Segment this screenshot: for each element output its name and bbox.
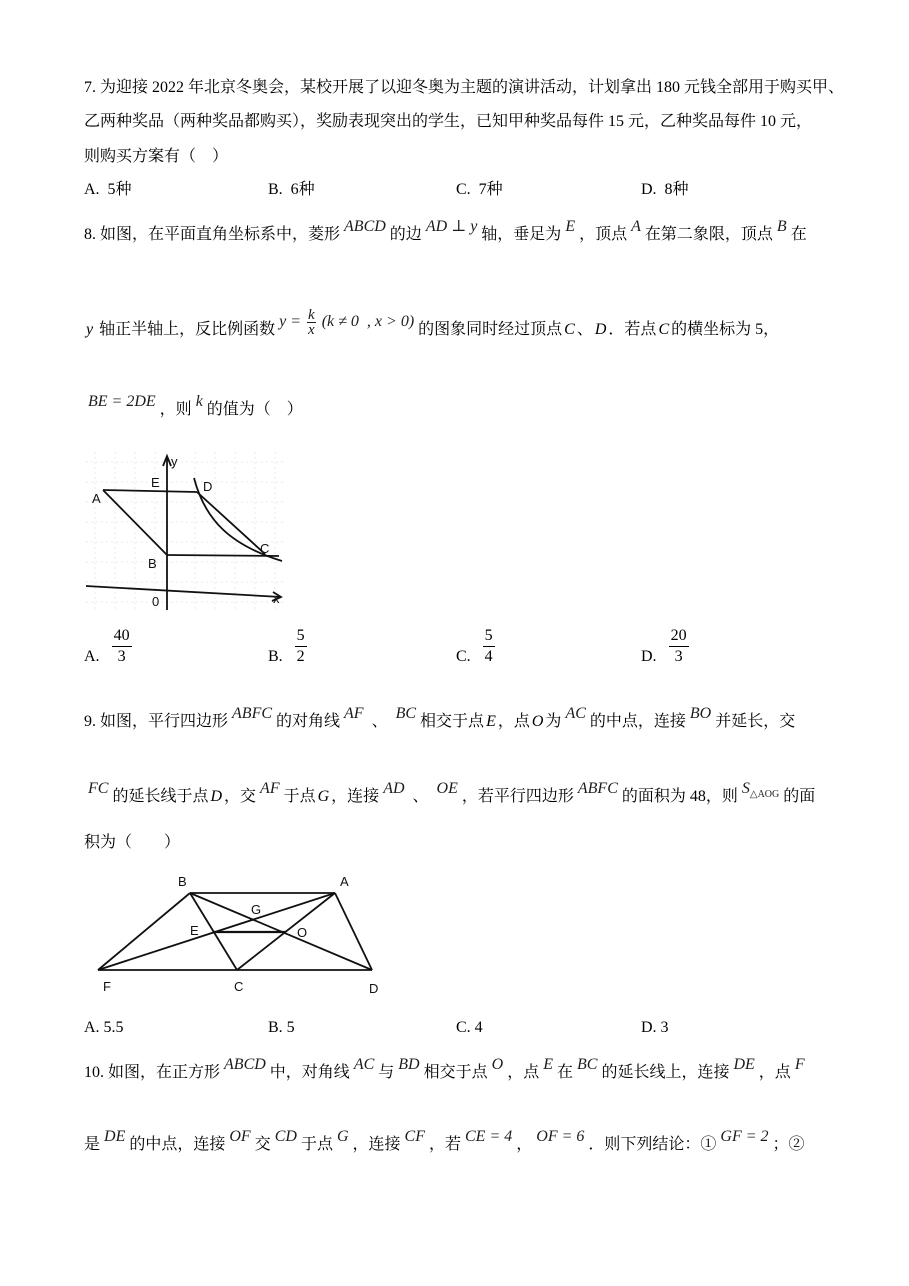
- q7-option-a[interactable]: [84, 180, 132, 200]
- math-expression: ABCD: [224, 1056, 266, 1073]
- math-area-symbol: [741, 780, 780, 801]
- fraction: [112, 626, 132, 667]
- q9-line-2: [84, 780, 816, 807]
- math-expression: (k ≠ 0: [321, 313, 359, 330]
- fraction-denominator: x: [308, 321, 315, 338]
- italic-variable: C: [564, 321, 575, 338]
- text-run: ，连接: [331, 788, 380, 805]
- q9-line-3: [84, 833, 180, 853]
- label-origin: 0: [152, 594, 160, 609]
- text-run: 轴，垂足为: [481, 226, 562, 243]
- fraction: [669, 626, 689, 667]
- italic-variable: E: [486, 713, 496, 730]
- text-run: 7. 为迎接 2022 年北京冬奥会，某校开展了以迎冬奥为主题的演讲活动，计划拿出 180 元钱全部用于购买甲、: [84, 79, 845, 96]
- fraction-numerator: 5: [483, 626, 495, 647]
- math-expression: B: [776, 218, 787, 235]
- figure-grid: [86, 452, 284, 610]
- label-point-o: O: [297, 925, 308, 940]
- math-expression: E: [543, 1056, 553, 1073]
- math-expression: E: [565, 218, 576, 235]
- math-expression: O: [491, 1056, 504, 1073]
- label-point-c: C: [234, 979, 244, 994]
- text-run: 的对角线: [276, 713, 341, 730]
- text-run: ，若平行四边形: [461, 788, 574, 805]
- text-run: 的中点，连接: [129, 1136, 226, 1153]
- math-expression: ABFC: [232, 705, 273, 722]
- q7-option-d[interactable]: [641, 180, 689, 200]
- q9-parallelogram-figure: [90, 865, 390, 1000]
- q8-option-a[interactable]: [84, 626, 135, 667]
- text-run: 的面积为 48，则: [621, 788, 738, 805]
- text-run: 在第二象限，顶点: [644, 226, 773, 243]
- text-run: 为: [545, 713, 562, 730]
- math-expression: AC: [565, 705, 586, 722]
- fraction: [306, 308, 317, 337]
- label-x-axis: x: [273, 591, 280, 606]
- q7-option-c[interactable]: [456, 180, 503, 200]
- math-expression: k: [195, 393, 203, 410]
- text-run: ，顶点: [579, 226, 628, 243]
- q7-line-1: [84, 78, 844, 98]
- text-run: A.: [84, 648, 100, 665]
- label-point-a: A: [340, 874, 349, 889]
- math-expression: BD: [398, 1056, 420, 1073]
- text-run: 10. 如图，在正方形: [84, 1064, 221, 1081]
- italic-variable: O: [531, 713, 544, 730]
- fraction: [483, 626, 495, 667]
- q8-line-1: [84, 218, 807, 245]
- label-point-e: E: [151, 475, 160, 490]
- text-run: 的中点，连接: [589, 713, 686, 730]
- label-point-g: G: [251, 902, 262, 917]
- italic-variable: y: [86, 321, 94, 338]
- text-run: D. 8种: [641, 181, 689, 198]
- text-run: 的延长线于点: [112, 788, 209, 805]
- label-point-c: C: [260, 541, 270, 556]
- q9-option-b[interactable]: [268, 1018, 295, 1038]
- q8-option-c[interactable]: [456, 626, 498, 667]
- label-point-f: F: [103, 979, 111, 994]
- text-run: 的值为（ ）: [206, 401, 303, 418]
- text-run: ，点: [497, 713, 530, 730]
- text-run: 、: [367, 713, 392, 730]
- text-run: D.: [641, 648, 657, 665]
- text-run: 于点: [283, 788, 316, 805]
- math-base: S: [741, 780, 750, 797]
- math-expression: BE = 2DE: [88, 393, 156, 410]
- text-run: 的延长线上，连接: [601, 1064, 730, 1081]
- fraction-denominator: 3: [117, 648, 126, 665]
- text-run: 轴正半轴上，反比例函数: [95, 321, 276, 338]
- label-y-axis: y: [171, 454, 178, 469]
- math-expression: AF: [344, 705, 364, 722]
- label-point-d: D: [369, 981, 379, 996]
- fraction-numerator: k: [308, 306, 315, 323]
- text-run: 的边: [389, 226, 422, 243]
- fraction-numerator: 5: [295, 626, 307, 647]
- text-run: ，连接: [352, 1136, 401, 1153]
- text-run: 交: [254, 1136, 271, 1153]
- math-expression: ABFC: [577, 780, 618, 797]
- math-expression: AD ⊥ y: [425, 218, 478, 235]
- text-run: 在: [790, 226, 807, 243]
- math-subscript: △AOG: [749, 789, 780, 801]
- text-run: D. 3: [641, 1019, 669, 1036]
- math-expression: BC: [395, 705, 417, 722]
- q8-line-2: [84, 306, 780, 340]
- label-point-e: E: [190, 923, 199, 938]
- italic-variable: D: [594, 321, 607, 338]
- q8-option-b[interactable]: [268, 626, 310, 667]
- text-run: ，则: [159, 401, 192, 418]
- fraction-numerator: 20: [669, 626, 689, 647]
- text-run: 相交于点: [423, 1064, 488, 1081]
- math-expression: OE: [436, 780, 458, 797]
- text-run: 并延长，交: [715, 713, 796, 730]
- math-expression: ABCD: [344, 218, 386, 235]
- q7-option-b[interactable]: [268, 180, 315, 200]
- italic-variable: D: [210, 788, 223, 805]
- text-run: 于点: [300, 1136, 333, 1153]
- fraction-numerator: 40: [112, 626, 132, 647]
- math-expression: OF = 6: [536, 1128, 585, 1145]
- math-expression: BO: [689, 705, 712, 722]
- text-run: C.: [456, 648, 471, 665]
- text-run: C. 7种: [456, 181, 503, 198]
- rhombus-side-ad: [103, 490, 197, 492]
- text-run: 的图象同时经过顶点: [418, 321, 563, 338]
- math-expression: DE: [733, 1056, 755, 1073]
- math-expression: CF: [404, 1128, 425, 1145]
- q9-option-c[interactable]: [456, 1018, 483, 1038]
- q9-line-1: [84, 705, 796, 732]
- math-expression: FC: [88, 780, 109, 797]
- text-run: 8. 如图，在平面直角坐标系中，菱形: [84, 226, 341, 243]
- math-expression: AC: [353, 1056, 375, 1073]
- text-run: ，若: [428, 1136, 461, 1153]
- italic-variable: C: [658, 321, 670, 338]
- text-run: ，交: [224, 788, 257, 805]
- fraction-denominator: 2: [296, 648, 305, 665]
- math-expression: GF = 2: [720, 1128, 769, 1145]
- math-expression: CE = 4: [465, 1128, 513, 1145]
- math-expression: DE: [104, 1128, 126, 1145]
- segment-bf: [98, 893, 190, 970]
- text-run: 的面: [783, 788, 816, 805]
- q8-line-3: [84, 393, 303, 420]
- segment-ad: [335, 893, 372, 970]
- text-run: 乙两种奖品（两种奖品都购买），奖励表现突出的学生，已知甲种奖品每件 15 元，乙种奖品每件 10 元，: [84, 113, 813, 130]
- text-run: 与: [378, 1064, 395, 1081]
- text-run: 相交于点: [420, 713, 485, 730]
- math-expression: , x > 0): [366, 313, 415, 330]
- fraction: [295, 626, 307, 667]
- text-run: A. 5.5: [84, 1019, 124, 1036]
- math-expression: OF: [229, 1128, 251, 1145]
- text-run: C. 4: [456, 1019, 483, 1036]
- q7-line-3: [84, 147, 228, 167]
- label-point-d: D: [203, 479, 213, 494]
- text-run: B.: [268, 648, 283, 665]
- fraction-denominator: 4: [484, 648, 493, 665]
- text-run: B. 6种: [268, 181, 315, 198]
- italic-variable: G: [317, 788, 330, 805]
- math-expression: G: [336, 1128, 349, 1145]
- label-point-b: B: [148, 556, 157, 571]
- text-run: ；②: [772, 1136, 805, 1153]
- label-point-a: A: [92, 491, 101, 506]
- q8-option-d[interactable]: [641, 626, 692, 667]
- fraction-denominator: 3: [674, 648, 683, 665]
- math-expression: AF: [260, 780, 280, 797]
- label-point-b: B: [178, 874, 187, 889]
- math-expression: CD: [274, 1128, 297, 1145]
- text-run: 、: [408, 788, 433, 805]
- math-expression: y =: [279, 313, 302, 330]
- q7-line-2: [84, 112, 812, 132]
- q9-option-d[interactable]: [641, 1018, 669, 1038]
- math-expression: A: [631, 218, 641, 235]
- q9-option-a[interactable]: [84, 1018, 124, 1038]
- text-run: 9. 如图，平行四边形: [84, 713, 229, 730]
- text-run: 中，对角线: [269, 1064, 350, 1081]
- math-expression: AD: [383, 780, 405, 797]
- text-run: ．则下列结论：①: [588, 1136, 717, 1153]
- q10-line-2: [84, 1128, 805, 1155]
- text-run: ，点: [758, 1064, 791, 1081]
- text-run: 则购买方案有（ ）: [84, 148, 229, 165]
- text-run: 在: [556, 1064, 573, 1081]
- q10-line-1: [84, 1056, 809, 1083]
- text-run: 的横坐标为 5，: [671, 321, 780, 338]
- text-run: 积为（ ）: [84, 834, 181, 851]
- text-run: 是: [84, 1136, 101, 1153]
- text-run: 、: [576, 321, 593, 338]
- text-run: ，: [516, 1136, 533, 1153]
- text-run: B. 5: [268, 1019, 295, 1036]
- text-run: ，点: [507, 1064, 540, 1081]
- math-expression: F: [794, 1056, 805, 1073]
- text-run: ．若点: [608, 321, 657, 338]
- math-expression: BC: [577, 1056, 598, 1073]
- text-run: A. 5种: [84, 181, 132, 198]
- q8-coordinate-figure: [80, 445, 292, 615]
- x-axis: [86, 586, 281, 597]
